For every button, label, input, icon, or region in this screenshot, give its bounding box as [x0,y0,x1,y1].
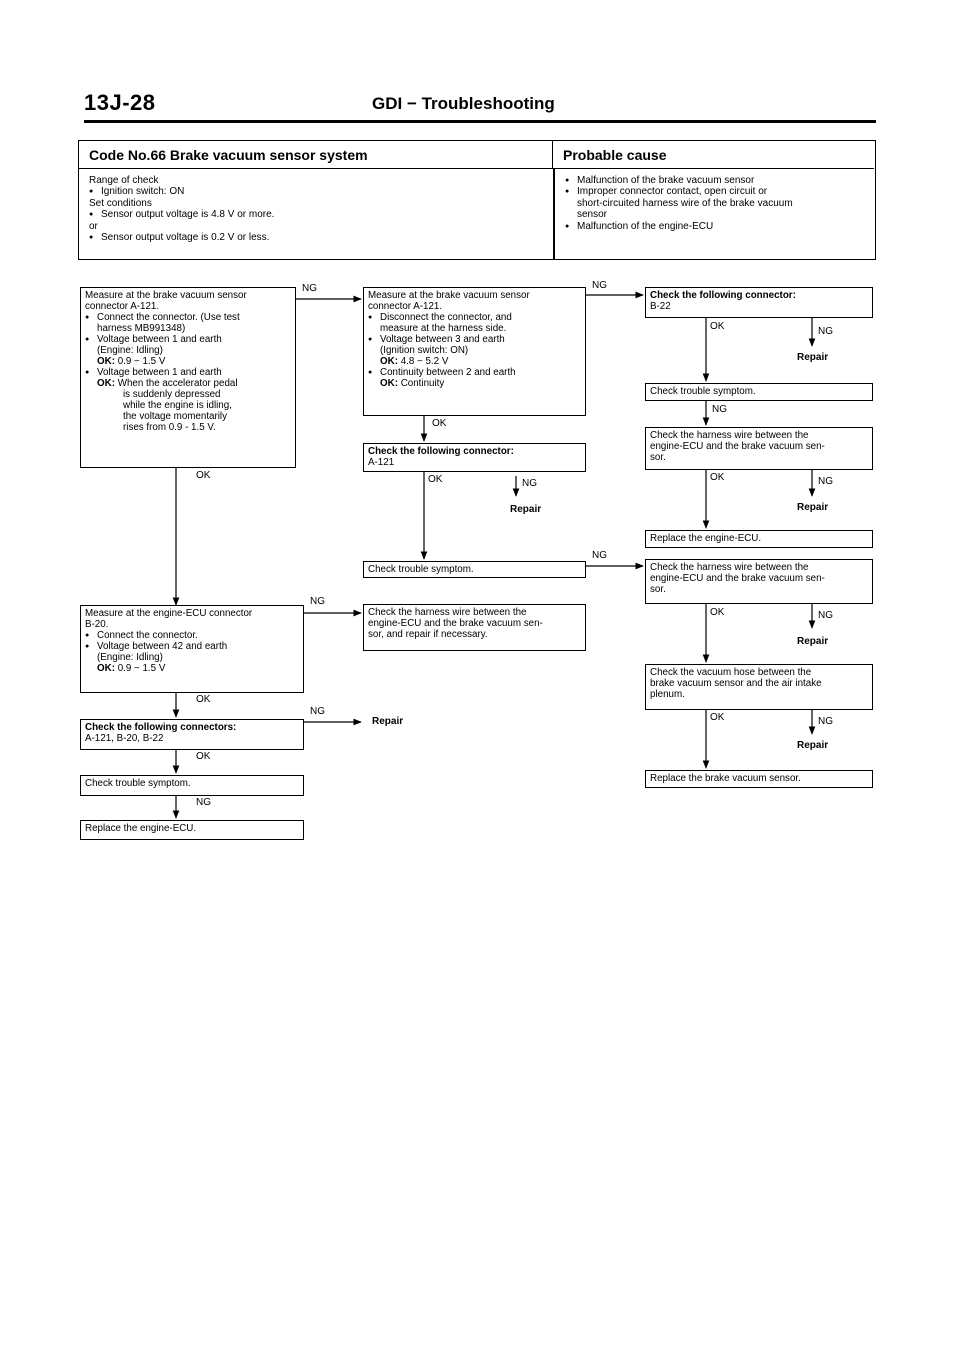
box-text: Check the vacuum hose between the [650,667,812,678]
box-text: (Engine: Idling) [97,652,163,663]
ok-label: OK [428,474,443,485]
box-text: measure at the harness side. [380,323,507,334]
or-label: or [89,220,98,232]
ok-label: OK: [97,378,115,389]
ng-label: NG [196,797,211,808]
ok-value: 4.8 − 5.2 V [400,356,449,367]
replace-ecu-right-box [645,530,873,548]
box-text: Replace the brake vacuum sensor. [650,773,801,784]
set-conditions-label: Set conditions [89,197,152,209]
repair-label: Repair [797,502,829,513]
ok-label: OK: [380,356,398,367]
box-text: Measure at the brake vacuum sensor [85,290,247,301]
box-text: engine-ECU and the brake vacuum sen- [650,573,825,584]
probable-cause-header: Probable cause [553,141,874,169]
ok-label: OK [432,418,447,429]
repair-label: Repair [797,740,829,751]
box-title: Check the following connectors: [85,722,237,733]
check-connector-b22-box [645,287,873,318]
measure-sensor-a121-box [80,287,296,468]
box-text: ● Disconnect the connector, and [368,312,581,323]
code-header: Code No.66 Brake vacuum sensor system [79,141,553,169]
box-text: Check trouble symptom. [650,386,756,397]
ok-label: OK: [380,378,398,389]
ok-label: OK [196,751,211,762]
ok-label: OK [710,607,725,618]
repair-label: Repair [510,504,542,515]
replace-sensor-box [645,770,873,788]
box-text: Measure at the engine-ECU connector [85,608,253,619]
ng-label: NG [302,283,317,294]
check-harness-box-2 [645,559,873,604]
ok-value: When the accelerator pedal [117,378,238,389]
repair-label: Repair [797,636,829,647]
box-text: Check the harness wire between the [368,607,527,618]
ok-label: OK [196,470,211,481]
box-text: while the engine is idling, [123,400,232,411]
box-text: ● Connect the connector. (Use test [85,312,291,323]
range-item: ● Ignition switch: ON [89,186,544,197]
box-text: the voltage momentarily [123,411,228,422]
ng-label: NG [310,706,325,717]
box-text: ● Voltage between 42 and earth [85,641,299,652]
box-text: A-121, B-20, B-22 [85,733,164,744]
box-text: connector A-121. [85,301,160,312]
ok-value: Continuity [400,378,445,389]
ok-label: OK [710,712,725,723]
check-trouble-symptom-right-box [645,383,873,401]
box-text: brake vacuum sensor and the air intake [650,678,822,689]
box-text: harness MB991348) [97,323,186,334]
box-text: ● Connect the connector. [85,630,299,641]
check-trouble-symptom-box [363,561,586,578]
box-text: ● Continuity between 2 and earth [368,367,581,378]
box-text: ● Voltage between 3 and earth [368,334,581,345]
ng-label: NG [592,550,607,561]
repair-label: Repair [372,716,404,727]
cause-3: ● Malfunction of the engine-ECU [565,221,865,232]
box-text: Check the harness wire between the [650,430,809,441]
ng-label: NG [310,596,325,607]
check-connector-a121-box [363,443,586,472]
ng-label: NG [818,610,833,621]
box-text: (Ignition switch: ON) [380,345,469,356]
ng-label: NG [818,716,833,727]
page-title: GDI − Troubleshooting [372,94,555,113]
check-harness-box-1 [645,427,873,470]
cause-2-cont: short-circuited harness wire of the brake vacuum [577,197,793,209]
box-text: plenum. [650,689,685,700]
check-connectors-multi-box [80,719,304,750]
box-text: engine-ECU and the brake vacuum sen- [368,618,543,629]
box-title: Check the following connector: [650,290,796,301]
box-text: B-22 [650,301,671,312]
box-text: is suddenly depressed [123,389,221,400]
cause-2-cont2: sensor [577,209,608,221]
box-text: rises from 0.9 - 1.5 V. [123,422,216,433]
box-text: ● Voltage between 1 and earth [85,334,291,345]
ok-label: OK: [97,663,115,674]
cause-1: ● Malfunction of the brake vacuum sensor [565,175,865,186]
ok-value: 0.9 − 1.5 V [117,663,166,674]
box-text: Check trouble symptom. [85,778,191,789]
box-text: (Engine: Idling) [97,345,163,356]
ng-label: NG [522,478,537,489]
ng-label: NG [592,280,607,291]
box-text: Replace the engine-ECU. [650,533,762,544]
box-text: ● Voltage between 1 and earth [85,367,291,378]
ng-label: NG [818,476,833,487]
check-harness-repair-box [363,604,586,651]
box-text: Measure at the brake vacuum sensor [368,290,530,301]
box-text: A-121 [368,457,395,468]
box-text: Replace the engine-ECU. [85,823,197,834]
ng-label: NG [712,404,727,415]
box-text: B-20. [85,619,109,630]
replace-ecu-left-box [80,820,304,840]
measure-ecu-b20-box [80,605,304,693]
box-text: Check trouble symptom. [368,564,474,575]
ok-label: OK: [97,356,115,367]
box-text: sor. [650,584,666,595]
box-text: Check the harness wire between the [650,562,809,573]
ok-label: OK [196,694,211,705]
box-text: connector A-121. [368,301,443,312]
page-number: 13J-28 [84,90,156,115]
measure-sensor-disconnected-box [363,287,586,416]
ng-label: NG [818,326,833,337]
check-vacuum-hose-box [645,664,873,710]
cause-2: ● Improper connector contact, open circuit or [565,186,865,197]
ok-label: OK [710,472,725,483]
check-trouble-symptom-left-box [80,775,304,796]
ok-value: 0.9 − 1.5 V [117,356,166,367]
range-of-check-label: Range of check [89,175,159,186]
condition-1: ● Sensor output voltage is 4.8 V or more. [89,209,544,220]
box-text: engine-ECU and the brake vacuum sen- [650,441,825,452]
condition-2: ● Sensor output voltage is 0.2 V or less. [89,232,544,243]
box-title: Check the following connector: [368,446,514,457]
repair-label: Repair [797,352,829,363]
box-text: sor, and repair if necessary. [368,629,488,640]
ok-label: OK [710,321,725,332]
box-text: sor. [650,452,666,463]
